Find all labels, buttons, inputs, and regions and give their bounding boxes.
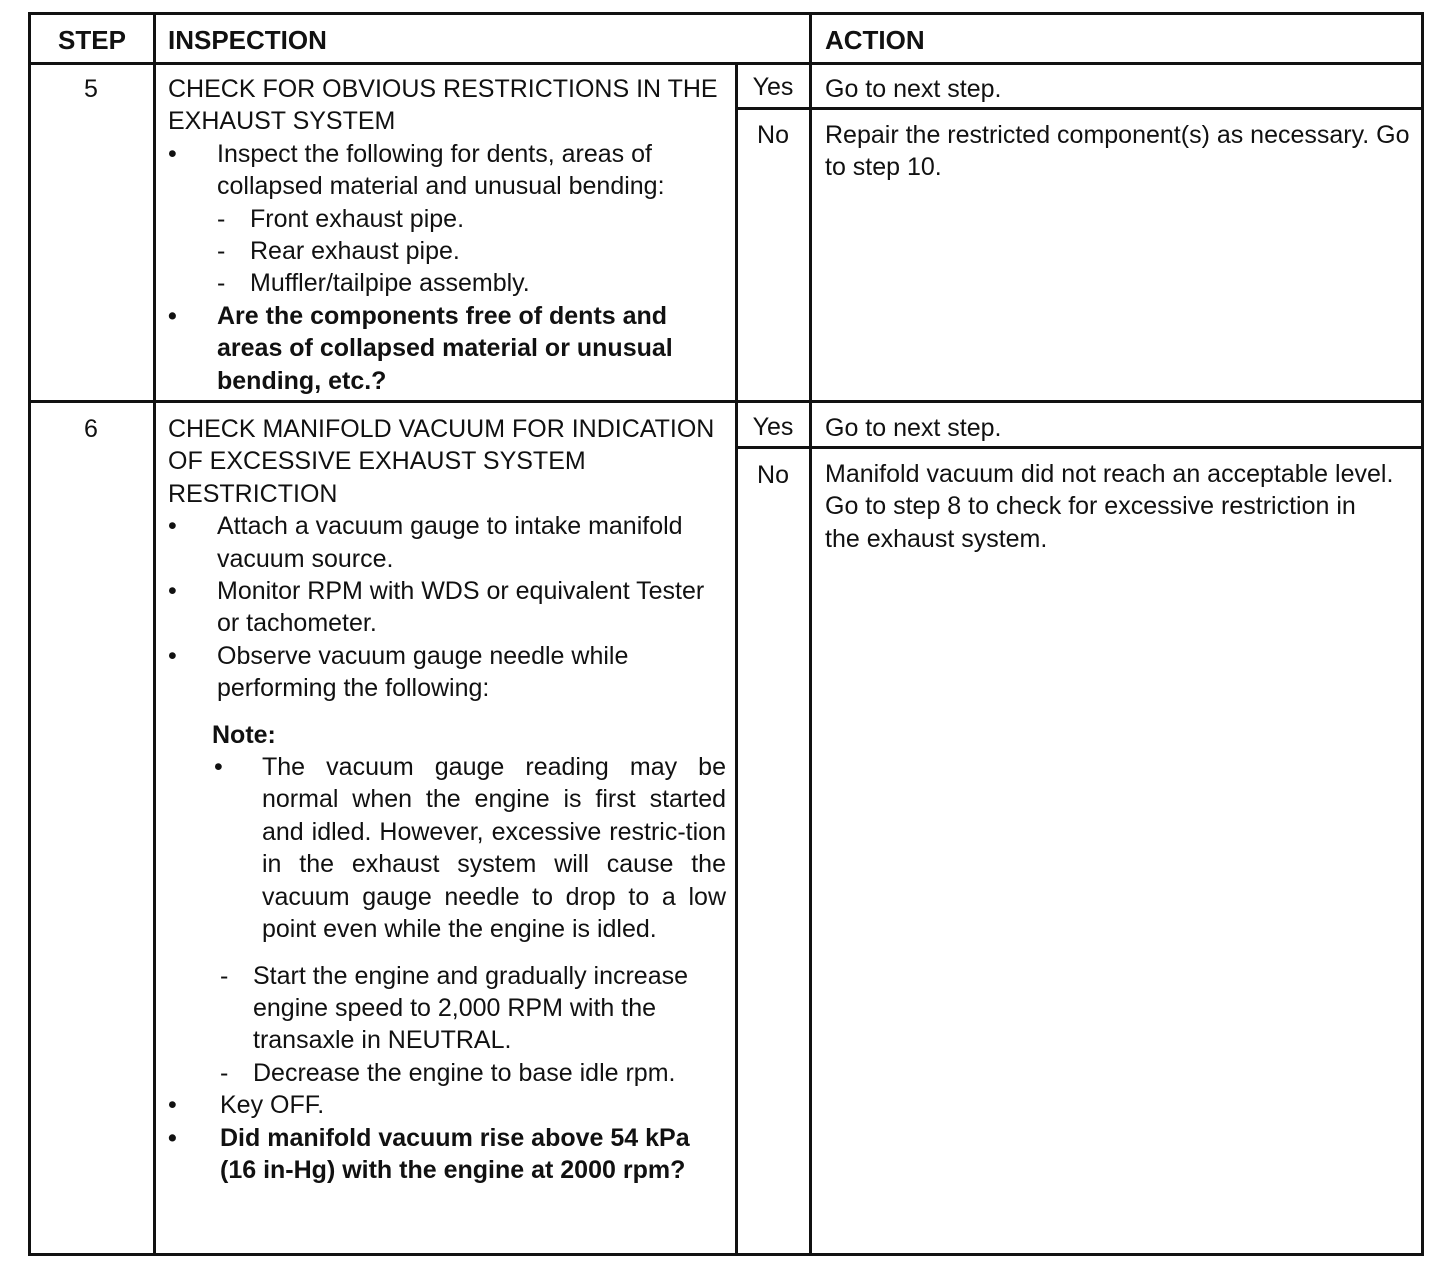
step-5-number: 5 — [84, 75, 98, 103]
row-divider — [31, 400, 1421, 403]
inspection-action-divider — [809, 15, 812, 1253]
dash-icon: - — [220, 961, 229, 990]
step-5-sub-rear-pipe: Rear exhaust pipe. — [250, 237, 460, 266]
step-6-bullet-observe-needle: Observe vacuum gauge needle while performing the following: — [217, 641, 629, 703]
step-6-bullet — [168, 1089, 726, 1121]
header-divider — [31, 62, 1421, 65]
step-6-no-action: Manifold vacuum did not reach an acceptable level. Go to step 8 to check for excessive restriction in the exhaust system. — [825, 460, 1394, 553]
step-5-no-action: Repair the restricted component(s) as necessary. Go to step 10. — [825, 121, 1410, 182]
step-6-sub-item — [168, 960, 726, 1057]
step-6-bullet-attach-gauge: Attach a vacuum gauge to intake manifold vacuum source. — [217, 512, 683, 573]
step-5-sub-item — [168, 267, 728, 299]
header-inspection: INSPECTION — [168, 25, 327, 55]
step-5-sub-front-pipe: Front exhaust pipe. — [250, 204, 465, 233]
step-6-title: CHECK MANIFOLD VACUUM FOR INDICATION OF EXCESSIVE EXHAUST SYSTEM RESTRICTION — [168, 415, 715, 508]
note-text: The vacuum gauge reading may be normal when the engine is first started and idled. However, excessive restric-tion in the exhaust system will cause the vacuum gauge needle to drop to a low point even while the engine is idled. — [262, 753, 726, 944]
step-6-bullet-monitor-rpm: Monitor RPM with WDS or equivalent Tester or tachometer. — [217, 577, 705, 638]
step-5-bullet-text: Inspect the following for dents, areas of collapsed material and unusual bending: — [217, 139, 665, 201]
step-5-no-label: No — [757, 121, 789, 149]
step-5-title: CHECK FOR OBVIOUS RESTRICTIONS IN THE EXHAUST SYSTEM — [168, 75, 718, 136]
step-5-sub-item — [168, 235, 728, 267]
bullet-icon: • — [168, 641, 177, 670]
bullet-icon: • — [168, 577, 177, 606]
step-6-question — [168, 1122, 726, 1187]
step-6-no-label: No — [757, 461, 789, 489]
bullet-icon: • — [168, 1091, 177, 1120]
header-action: ACTION — [825, 25, 925, 55]
row5-yes-divider — [735, 107, 1421, 110]
step-6-bullet — [168, 640, 726, 705]
row6-yes-divider — [735, 446, 1421, 449]
step-5-question-text: Are the components free of dents and areas of collapsed material or unusual bending, etc.? — [217, 301, 673, 395]
step-5-question — [168, 300, 728, 397]
dash-icon: - — [217, 204, 226, 233]
bullet-icon: • — [168, 301, 177, 330]
step-6-yes-action: Go to next step. — [825, 414, 1002, 442]
step-6-key-off: Key OFF. — [220, 1091, 325, 1120]
step-5-bullet — [168, 138, 728, 203]
step-5-yes-label: Yes — [752, 73, 794, 101]
step-6-sub-item — [168, 1057, 726, 1089]
dash-icon: - — [217, 269, 226, 298]
step-6-sub-start-engine: Start the engine and gradually increase engine speed to 2,000 RPM with the transaxle in NEUTRAL. — [253, 961, 689, 1055]
step-6-number: 6 — [84, 415, 98, 443]
step-6-inspection — [168, 413, 726, 1186]
bullet-icon: • — [168, 1123, 177, 1152]
answer-column-divider — [735, 62, 738, 1253]
note-item — [168, 751, 726, 945]
step-5-sub-muffler: Muffler/tailpipe assembly. — [250, 269, 530, 298]
dash-icon: - — [220, 1058, 229, 1087]
bullet-icon: • — [168, 139, 177, 168]
step-6-yes-label: Yes — [752, 413, 794, 441]
step-5-yes-action: Go to next step. — [825, 75, 1002, 103]
step-6-question-text: Did manifold vacuum rise above 54 kPa (16 in-Hg) with the engine at 2000 rpm? — [220, 1123, 690, 1184]
dash-icon: - — [217, 237, 226, 266]
bullet-icon: • — [168, 512, 177, 541]
step-6-bullet — [168, 510, 726, 575]
step-5-sub-item — [168, 203, 728, 235]
header-step: STEP — [58, 25, 126, 55]
bullet-icon: • — [214, 753, 223, 782]
diagnostic-table — [28, 12, 1424, 1256]
step-6-bullet — [168, 575, 726, 640]
step-6-sub-decrease-idle: Decrease the engine to base idle rpm. — [253, 1058, 676, 1087]
step-5-inspection — [168, 73, 728, 397]
note-label: Note: — [212, 720, 276, 749]
step-column-divider — [153, 15, 156, 1253]
